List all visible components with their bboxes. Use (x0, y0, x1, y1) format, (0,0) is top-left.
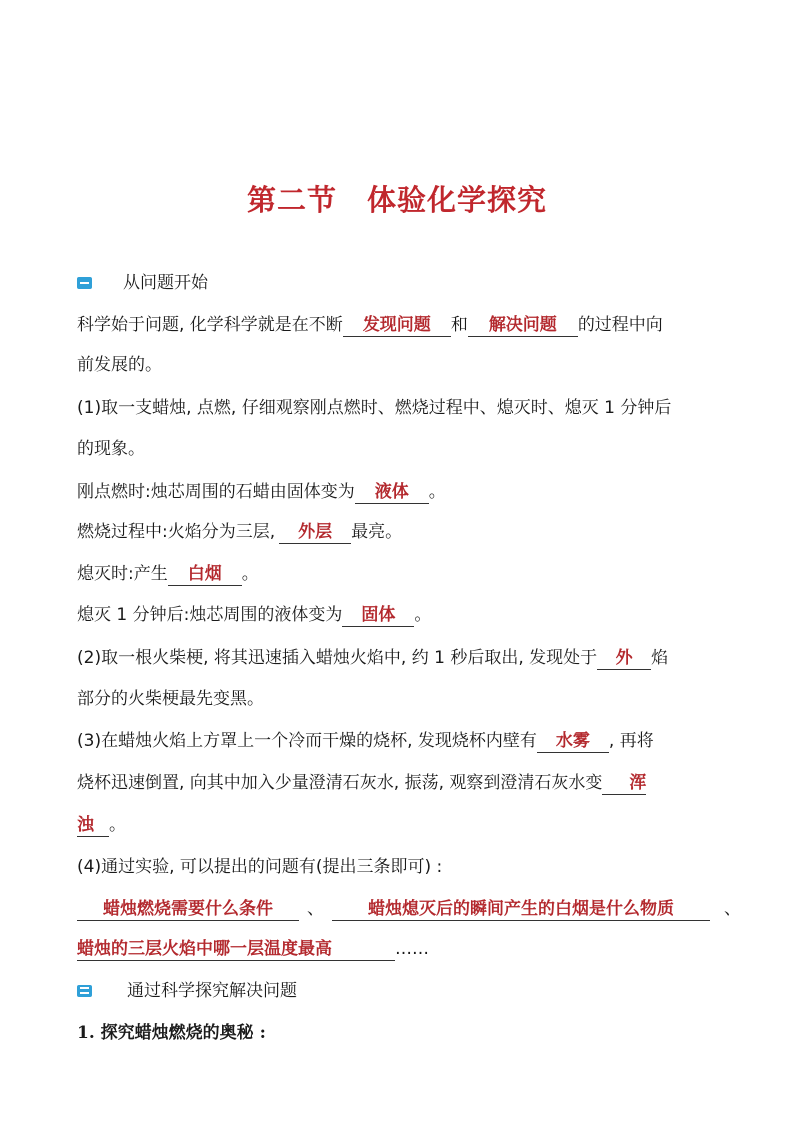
answer-blank: 发现问题 (343, 314, 451, 337)
text: 和 (450, 315, 468, 335)
answer-blank: 蜡烛熄灭后的瞬间产生的白烟是什么物质 (332, 898, 710, 921)
q1-c (77, 562, 737, 586)
answer-blank: 水雾 (537, 730, 609, 753)
text: …… (395, 939, 429, 959)
text: 燃烧过程中:火焰分为三层, (77, 522, 276, 542)
intro-line-1 (77, 313, 737, 337)
answer-blank: 浑 (602, 772, 646, 795)
text: 熄灭 1 分钟后:烛芯周围的液体变为 (77, 605, 343, 625)
answer-blank: 蜡烛燃烧需要什么条件 (77, 898, 299, 921)
q1-line-1: (1)取一支蜡烛, 点燃, 仔细观察刚点燃时、燃烧过程中、熄灭时、熄灭 1 分钟后 (77, 398, 672, 418)
text: 、 (724, 899, 741, 919)
section-heading-1 (77, 271, 737, 295)
text: , 再将 (608, 731, 654, 751)
q1-b (77, 520, 737, 544)
q4-line-1: (4)通过实验, 可以提出的问题有(提出三条即可) : (77, 857, 443, 877)
q3-line-3 (77, 813, 737, 837)
section-heading-text: 通过科学探究解决问题 (127, 981, 297, 1001)
text: 。 (241, 564, 259, 584)
text: 科学始于问题, 化学科学就是在不断 (77, 315, 343, 335)
q4-line-2 (77, 897, 741, 921)
text: 烧杯迅速倒置, 向其中加入少量澄清石灰水, 振荡, 观察到澄清石灰水变 (77, 773, 603, 793)
text: 。 (414, 605, 432, 625)
q2-line-2: 部分的火柴梗最先变黑。 (77, 689, 264, 709)
page-title: 第二节 体验化学探究 (246, 183, 547, 217)
q3-line-2 (77, 771, 737, 795)
text: 焰 (651, 648, 669, 668)
answer-blank: 液体 (355, 481, 429, 504)
q3-line-1 (77, 729, 737, 753)
q2-line-1 (77, 646, 737, 670)
answer-blank: 白烟 (168, 563, 242, 586)
q1-line-2: 的现象。 (77, 439, 145, 459)
section-one-icon (77, 277, 92, 289)
text: (2)取一根火柴梗, 将其迅速插入蜡烛火焰中, 约 1 秒后取出, 发现处于 (77, 648, 598, 668)
text: 熄灭时:产生 (77, 564, 168, 584)
subheading-1: 1. 探究蜡烛燃烧的奥秘 : (77, 1023, 266, 1043)
answer-blank: 固体 (342, 604, 414, 627)
q1-a (77, 480, 737, 504)
text: (3)在蜡烛火焰上方罩上一个冷而干燥的烧杯, 发现烧杯内壁有 (77, 731, 537, 751)
q1-d (77, 603, 737, 627)
section-heading-text: 从问题开始 (123, 273, 208, 293)
answer-blank: 浊 (77, 814, 109, 837)
text: 、 (307, 899, 324, 919)
text: 最亮。 (351, 522, 403, 542)
text: 刚点燃时:烛芯周围的石蜡由固体变为 (77, 482, 355, 502)
section-two-icon (77, 985, 92, 997)
text: 。 (428, 482, 446, 502)
intro-line-2: 前发展的。 (77, 355, 162, 375)
q4-line-3 (77, 937, 737, 961)
text: 的过程中向 (577, 315, 663, 335)
answer-blank: 解决问题 (468, 314, 578, 337)
section-heading-2 (77, 979, 737, 1003)
answer-blank: 外层 (279, 521, 351, 544)
text: 。 (109, 815, 126, 835)
answer-blank: 外 (597, 647, 651, 670)
answer-blank: 蜡烛的三层火焰中哪一层温度最高 (77, 938, 395, 961)
